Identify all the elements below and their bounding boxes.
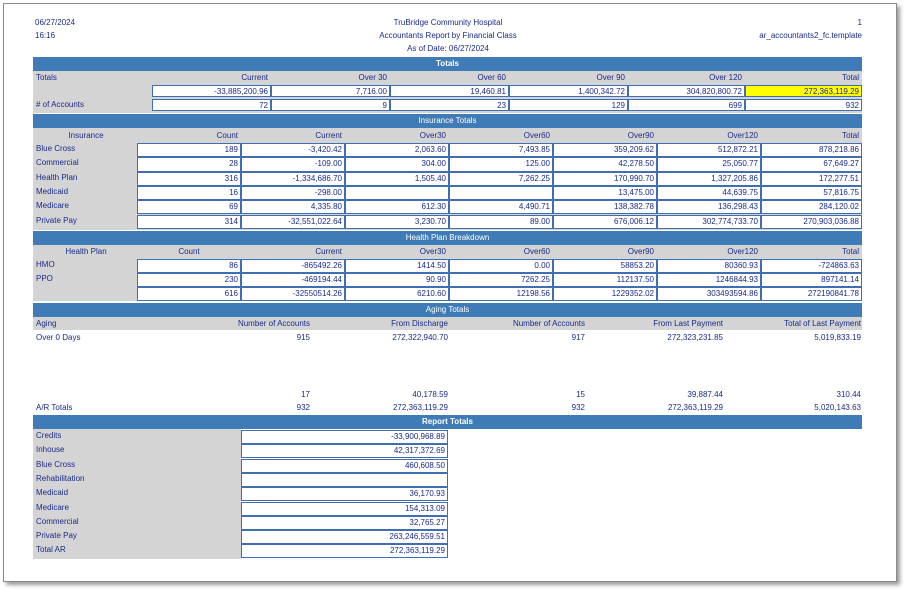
health-plan-cell: 86 [137,259,241,273]
aging-over0-value: 272,322,940.70 [392,333,448,342]
accounts-count-cell: 23 [390,99,509,111]
insurance-totals-cell: 44,639.75 [657,186,761,200]
ar-totals-value: 5,020,143.63 [814,403,861,412]
insurance-totals-cell: -32,551,022.64 [241,215,345,229]
health-plan-cell: 7262.25 [449,273,553,287]
insurance-totals-cell: 136,298.43 [657,200,761,214]
health-plan-cell: 0.00 [449,259,553,273]
report-date: 06/27/2024 [35,18,76,27]
health-plan-cell: 1246844.93 [657,273,761,287]
report-title: Accountants Report by Financial Class [379,31,517,40]
insurance-totals-cell: 4,490.71 [449,200,553,214]
health-plan-cell: 230 [137,273,241,287]
health-plan-cell: 1229352.02 [553,287,657,301]
report-totals-label: Medicaid [36,488,69,498]
report-totals-label: Total AR [36,545,66,555]
insurance-totals-cell: 189 [137,143,241,157]
aging-over0-label: Over 0 Days [36,333,81,342]
insurance-totals-column-header: Total [842,131,859,140]
health-plan-cell: 616 [137,287,241,301]
totals-row-label: Totals [36,73,57,82]
insurance-totals-cell: 7,493.85 [449,143,553,157]
insurance-totals-cell: 42,278.50 [553,157,657,171]
report-totals-label: Commercial [36,516,79,526]
totals-amount-cell: 304,820,800.72 [628,85,745,97]
health-plan-row-label: PPO [36,274,53,283]
report-totals-label: Medicare [36,502,69,512]
aging-label-header: Aging [36,319,57,328]
health-plan-column-header: Current [315,247,342,256]
health-plan-cell: 1414.50 [345,259,449,273]
aging-subtotal-value: 39,887.44 [687,390,723,399]
insurance-totals-cell: 13,475.00 [553,186,657,200]
report-totals-value: 154,313.09 [241,502,448,516]
insurance-totals-cell: 676,006.12 [553,215,657,229]
aging-subtotal-value: 17 [301,390,310,399]
insurance-totals-column-header: Count [216,131,238,140]
aging-column-header: From Discharge [391,319,448,328]
totals-column-header: Over 60 [477,73,506,82]
report-totals-value: 272,363,119.29 [241,544,448,558]
aging-subtotal-value: 15 [576,390,585,399]
health-plan-cell: -724863.63 [761,259,862,273]
report-totals-value: 460,608.50 [241,459,448,473]
insurance-totals-cell: 138,382.78 [553,200,657,214]
health-plan-column-header: Over120 [727,247,758,256]
insurance-totals-cell: 304.00 [345,157,449,171]
hospital-name: TruBridge Community Hospital [393,18,503,27]
aging-over0-value: 915 [296,333,310,342]
page-number: 1 [857,18,862,27]
aging-column-header: Number of Accounts [512,319,585,328]
report-time: 16:16 [35,31,56,40]
insurance-totals-cell: 1,327,205.86 [657,172,761,186]
totals-column-header: Over 120 [709,73,742,82]
insurance-totals-cell: 359,209.62 [553,143,657,157]
totals-amount-cell: -33,885,200.96 [152,85,271,97]
aging-over0-value: 272,323,231.85 [667,333,723,342]
insurance-totals-cell: 4,335.80 [241,200,345,214]
insurance-totals-cell: 314 [137,215,241,229]
aging-subtotal-value: 40,178.59 [412,390,448,399]
aging-totals-header: Aging Totals [33,303,862,317]
insurance-row-label: Commercial [36,158,79,168]
health-plan-column-header: Count [178,247,200,256]
health-plan-column-header: Over60 [523,247,550,256]
report-totals-value: 42,317,372.69 [241,444,448,458]
totals-column-header: Current [241,73,268,82]
insurance-totals-column-header: Over60 [523,131,550,140]
ar-totals-value: 272,363,119.29 [392,403,448,412]
insurance-totals-cell: 1,505.40 [345,172,449,186]
health-plan-header: Health Plan Breakdown [33,231,862,245]
health-plan-cell: -865492.26 [241,259,345,273]
totals-amount-cell: 19,460.81 [390,85,509,97]
report-totals-label: Rehabilitation [36,473,85,483]
insurance-totals-cell: 67,649.27 [761,157,862,171]
report-totals-value: 36,170.93 [241,487,448,501]
accounts-count-cell: 129 [509,99,628,111]
aging-over0-value: 917 [571,333,585,342]
insurance-totals-column-header: Over30 [419,131,446,140]
insurance-totals-cell: -1,334,686.70 [241,172,345,186]
aging-over0-value: 5,019,833.19 [814,333,861,342]
insurance-totals-column-header: Current [315,131,342,140]
insurance-totals-cell: -3,420.42 [241,143,345,157]
report-totals-value [241,473,448,487]
health-plan-cell: -469194.44 [241,273,345,287]
report-totals-value: 263,246,559.51 [241,530,448,544]
ar-totals-label: A/R Totals [36,403,73,412]
insurance-totals-column-header: Over120 [727,131,758,140]
ar-totals-value: 272,363,119.29 [667,403,723,412]
aging-column-header: Total of Last Payment [784,319,861,328]
insurance-totals-cell: 612.30 [345,200,449,214]
health-plan-cell: -32550514.26 [241,287,345,301]
aging-column-header: Number of Accounts [237,319,310,328]
insurance-totals-cell: 125.00 [449,157,553,171]
report-totals-value: -33,900,968.89 [241,430,448,444]
accounts-count-cell: 932 [745,99,862,111]
report-totals-value: 32,765.27 [241,516,448,530]
totals-column-header: Total [842,73,859,82]
insurance-totals-cell: 284,120.02 [761,200,862,214]
insurance-totals-cell: 878,218.86 [761,143,862,157]
insurance-totals-cell: 57,816.75 [761,186,862,200]
totals-amount-cell: 7,716.00 [271,85,390,97]
health-plan-cell: 6210.60 [345,287,449,301]
health-plan-cell: 80360.93 [657,259,761,273]
aging-subtotal-value: 310.44 [836,390,861,399]
report-totals-header: Report Totals [33,415,862,429]
report-totals-label: Private Pay [36,531,77,541]
insurance-totals-cell [345,186,449,200]
insurance-totals-cell: 170,990.70 [553,172,657,186]
ar-totals-value: 932 [296,403,310,412]
health-plan-column-header: Over90 [627,247,654,256]
insurance-totals-cell: 512,872.21 [657,143,761,157]
health-plan-cell: 303493594.86 [657,287,761,301]
insurance-totals-cell: 270,903,036.88 [761,215,862,229]
insurance-row-label: Medicare [36,201,69,211]
ar-totals-value: 932 [571,403,585,412]
totals-column-header: Over 30 [358,73,387,82]
health-plan-row-label: HMO [36,260,55,269]
insurance-totals-column-header: Over90 [627,131,654,140]
insurance-totals-cell: 7,262.25 [449,172,553,186]
health-plan-cell: 58853.20 [553,259,657,273]
insurance-totals-cell: 69 [137,200,241,214]
insurance-totals-cell: 172,277.51 [761,172,862,186]
insurance-row-label: Private Pay [36,215,77,225]
accounts-count-cell: 699 [628,99,745,111]
insurance-totals-cell: -109.00 [241,157,345,171]
insurance-totals-cell: 89.00 [449,215,553,229]
insurance-totals-cell: 16 [137,186,241,200]
insurance-totals-cell: 3,230.70 [345,215,449,229]
health-plan-column-header: Over30 [419,247,446,256]
insurance-row-label: Medicaid [36,186,69,196]
health-plan-cell: 272190841.78 [761,287,862,301]
totals-header: Totals [33,57,862,71]
report-totals-label: Credits [36,431,62,440]
insurance-totals-cell [449,186,553,200]
insurance-totals-cell: 2,063.60 [345,143,449,157]
totals-amount-cell: 272,363,119.29 [745,85,862,97]
insurance-totals-cell: 25,050.77 [657,157,761,171]
health-plan-cell: 90.90 [345,273,449,287]
health-plan-column-header: Total [842,247,859,256]
health-plan-cell: 12198.56 [449,287,553,301]
insurance-row-label: Blue Cross [36,144,76,153]
insurance-totals-label-header: Insurance [68,131,104,140]
health-plan-label-header: Health Plan [65,247,107,256]
as-of-date: As of Date: 06/27/2024 [407,44,489,53]
accounts-count-cell: 9 [271,99,390,111]
insurance-totals-cell: 316 [137,172,241,186]
insurance-totals-cell: -298.00 [241,186,345,200]
accounts-count-cell: 72 [152,99,271,111]
totals-amount-cell: 1,400,342.72 [509,85,628,97]
template-name: ar_accountants2_fc.template [759,31,862,40]
report-totals-label: Blue Cross [36,459,76,469]
insurance-totals-cell: 28 [137,157,241,171]
totals-column-header: Over 90 [596,73,625,82]
health-plan-cell: 897141.14 [761,273,862,287]
health-plan-cell: 112137.50 [553,273,657,287]
accounts-row-label: # of Accounts [36,100,85,109]
insurance-totals-cell: 302,774,733.70 [657,215,761,229]
aging-column-header: From Last Payment [653,319,723,328]
insurance-row-label: Health Plan [36,172,78,182]
insurance-totals-header: Insurance Totals [33,114,862,128]
report-totals-label: Inhouse [36,445,65,455]
